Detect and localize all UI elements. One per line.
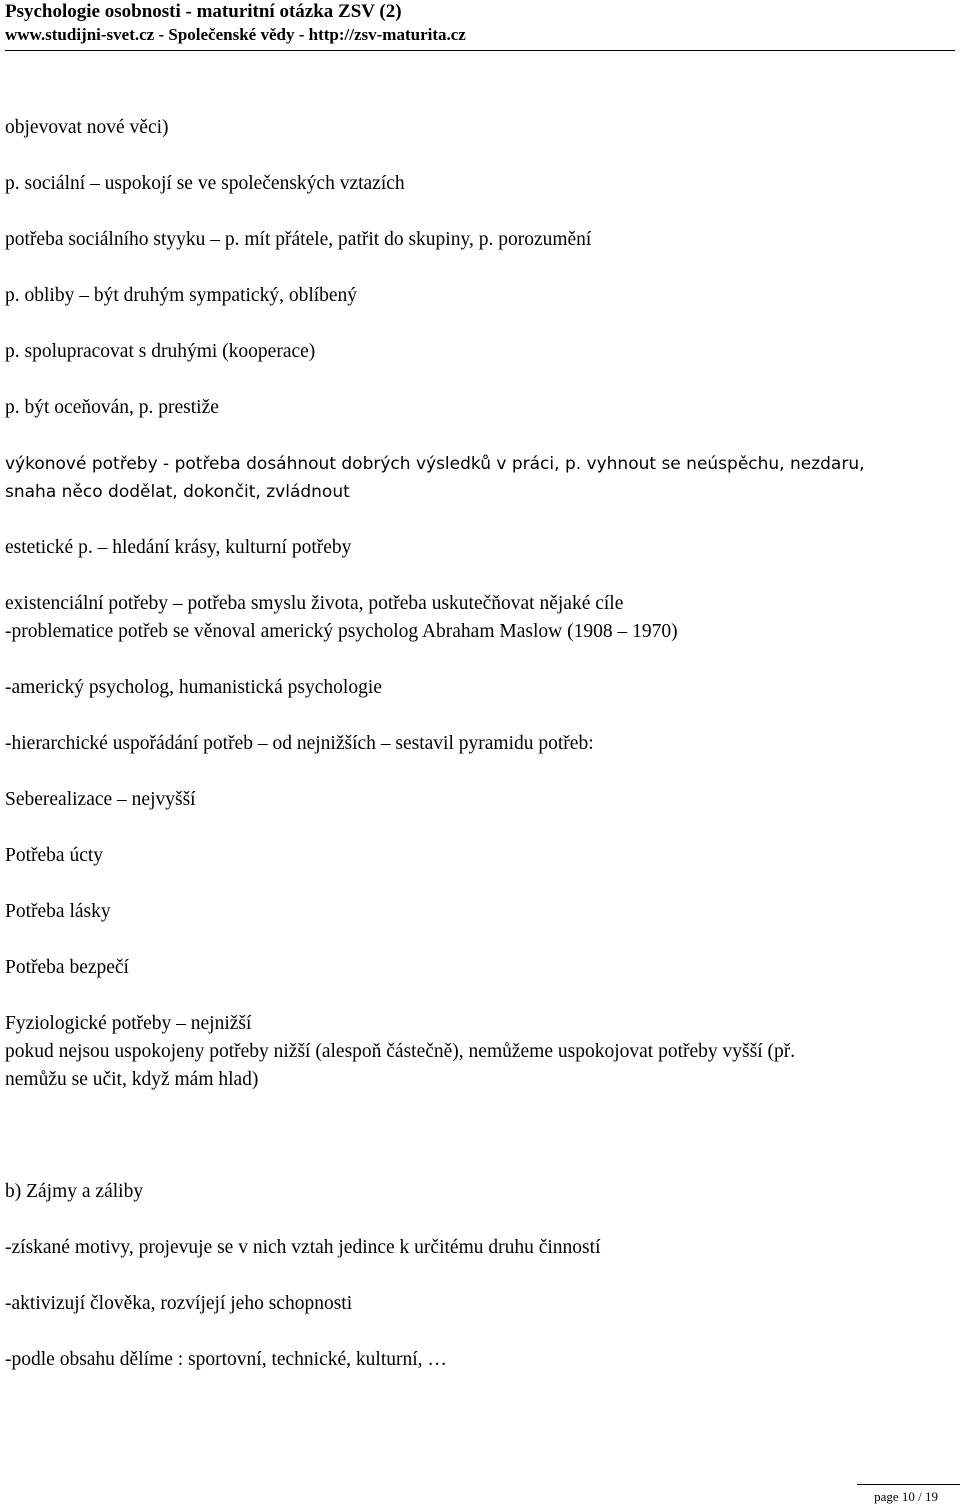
text-line: nemůžu se učit, když mám hlad) xyxy=(5,1069,259,1090)
text-line: p. být oceňován, p. prestiže xyxy=(5,397,219,418)
document-title: Psychologie osobnosti - maturitní otázka ZSV (2) xyxy=(5,1,402,22)
text-line: Potřeba úcty xyxy=(5,845,104,866)
text-line: Seberealizace – nejvyšší xyxy=(5,789,196,810)
text-line: estetické p. – hledání krásy, kulturní potřeby xyxy=(5,537,352,558)
text-line: Fyziologické potřeby – nejnižší xyxy=(5,1013,252,1034)
section-heading: b) Zájmy a záliby xyxy=(5,1181,144,1202)
text-line: objevovat nové věci) xyxy=(5,117,169,138)
text-line: p. spolupracovat s druhými (kooperace) xyxy=(5,341,316,362)
text-line: -hierarchické uspořádání potřeb – od nejnižších – sestavil pyramidu potřeb: xyxy=(5,733,594,754)
text-line: výkonové potřeby - potřeba dosáhnout dobrých výsledků v práci, p. vyhnout se neúspěchu, nezdaru, xyxy=(5,454,865,474)
text-line: existenciální potřeby – potřeba smyslu života, potřeba uskutečňovat nějaké cíle xyxy=(5,593,624,614)
text-line: -získané motivy, projevuje se v nich vztah jedince k určitému druhu činností xyxy=(5,1237,601,1258)
text-line: -problematice potřeb se věnoval americký psycholog Abraham Maslow (1908 – 1970) xyxy=(5,621,678,642)
page-header xyxy=(5,0,955,51)
text-line: -podle obsahu dělíme : sportovní, technické, kulturní, … xyxy=(5,1349,447,1370)
page-number: page 10 / 19 xyxy=(874,1489,938,1504)
text-line: -americký psycholog, humanistická psychologie xyxy=(5,677,382,698)
text-line: p. obliby – být druhým sympatický, oblíbený xyxy=(5,285,358,306)
document-source: www.studijni-svet.cz - Společenské vědy - http://zsv-maturita.cz xyxy=(5,25,466,44)
text-line: Potřeba lásky xyxy=(5,901,111,922)
text-line: potřeba sociálního styyku – p. mít přátele, patřit do skupiny, p. porozumění xyxy=(5,229,592,250)
text-line: pokud nejsou uspokojeny potřeby nižší (alespoň částečně), nemůžeme uspokojovat potřeby vyšší (př. xyxy=(5,1041,796,1062)
footer-divider xyxy=(857,1484,960,1485)
text-line: p. sociální – uspokojí se ve společenských vztazích xyxy=(5,173,405,194)
text-line: Potřeba bezpečí xyxy=(5,957,129,978)
text-line: snaha něco dodělat, dokončit, zvládnout xyxy=(5,482,350,502)
text-line: -aktivizují člověka, rozvíjejí jeho schopnosti xyxy=(5,1293,353,1314)
